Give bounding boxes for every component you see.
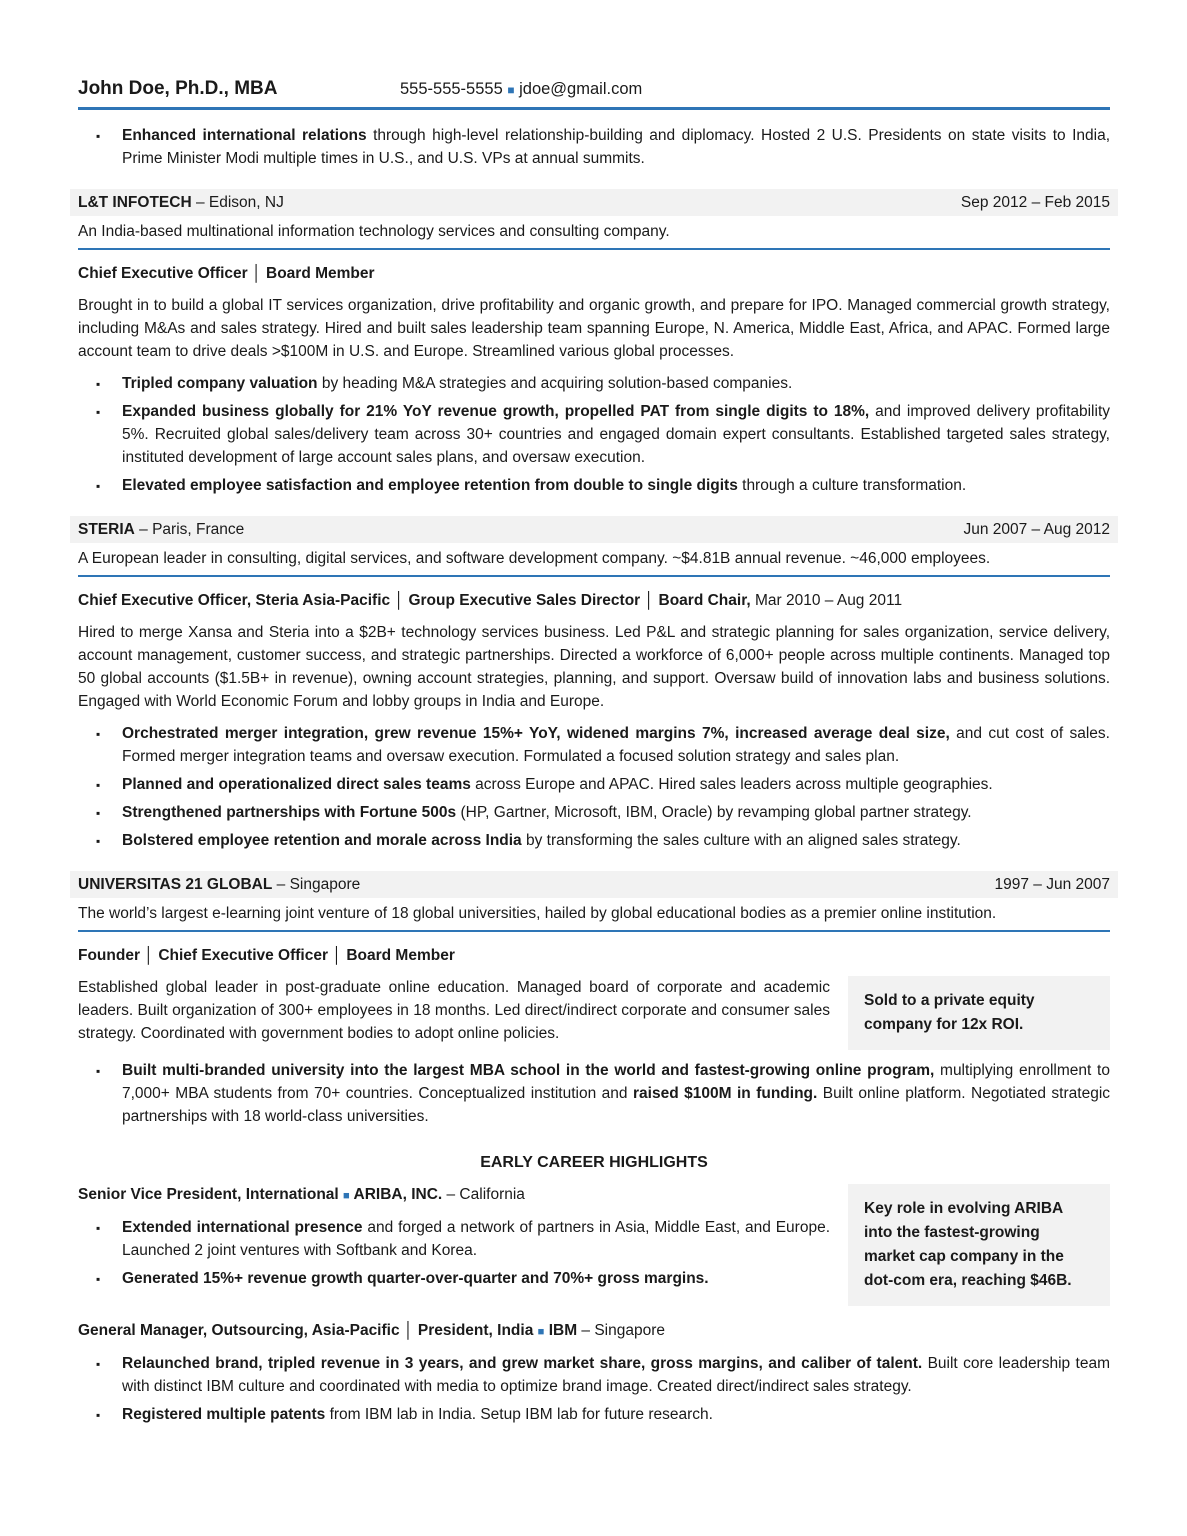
company-section-universitas-21-global bbox=[78, 871, 1110, 1128]
bullet-icon: ▪ bbox=[96, 834, 101, 848]
company-dates: Sep 2012 – Feb 2015 bbox=[960, 194, 1110, 211]
company-location: – Singapore bbox=[272, 876, 361, 893]
bullet-icon: ▪ bbox=[96, 129, 101, 143]
entry-title: Senior Vice President, International ■ ARIBA, INC. – California bbox=[78, 1186, 525, 1203]
role-title: Chief Executive Officer │ Board Member bbox=[78, 265, 375, 282]
callout-box-roi: Sold to a private equity company for 12x ROI. bbox=[848, 976, 1110, 1050]
bullet-text: Orchestrated merger integration, grew revenue 15%+ YoY, widened margins 7%, increased average deal size, and cut cost of sales. Formed merger integration teams and oversaw execution. Formulated a focused solution strategy and sales plan. bbox=[122, 725, 1110, 765]
company-name: STERIA bbox=[78, 521, 135, 538]
early-entry-ariba bbox=[78, 1184, 1110, 1306]
bullet-icon: ▪ bbox=[96, 778, 101, 792]
bullet-text: Enhanced international relations through high-level relationship-building and diplomacy. Hosted 2 U.S. Presidents on state visits to India, Prime Minister Modi multiple times in U.S., and U.S. VPs at annual summits. bbox=[122, 127, 1111, 167]
person-name: John Doe, Ph.D., MBA bbox=[78, 78, 278, 99]
company-description: An India-based multinational information technology services and consulting company. bbox=[78, 221, 1110, 250]
bullet-text: Bolstered employee retention and morale across India by transforming the sales culture with an aligned sales strategy. bbox=[122, 832, 961, 849]
company-location: – Edison, NJ bbox=[191, 194, 284, 211]
early-career-heading: EARLY CAREER HIGHLIGHTS bbox=[480, 1154, 708, 1171]
bullet-icon: ▪ bbox=[96, 1357, 101, 1371]
bullet-icon: ▪ bbox=[96, 479, 101, 493]
entry-bullet-list bbox=[78, 1216, 830, 1290]
company-section-steria bbox=[78, 516, 1110, 852]
company-header-band bbox=[70, 516, 1118, 543]
bullet-text: Planned and operationalized direct sales teams across Europe and APAC. Hired sales leaders across multiple geographies. bbox=[122, 776, 993, 793]
entry-bullet-list bbox=[78, 1352, 1110, 1426]
bullet-text: Tripled company valuation by heading M&A strategies and acquiring solution-based companies. bbox=[122, 375, 793, 392]
bullet-item bbox=[78, 372, 1110, 395]
bullet-icon: ▪ bbox=[96, 1272, 101, 1286]
company-description: The world’s largest e-learning joint venture of 18 global universities, hailed by global educational bodies as a premier online institution. bbox=[78, 903, 1110, 932]
early-entry-main bbox=[78, 1184, 830, 1306]
bullet-icon: ▪ bbox=[96, 1064, 101, 1078]
bullet-icon: ▪ bbox=[96, 405, 101, 419]
entry-title: General Manager, Outsourcing, Asia-Pacific │ President, India ■ IBM – Singapore bbox=[78, 1322, 666, 1339]
role-summary: Brought in to build a global IT services organization, drive profitability and organic growth, and prepare for IPO. Managed commercial growth strategy, including M&As and sales strategy. Hired and built sales leadership team spanning Europe, N. America, Middle East, Africa, and APAC. Formed large account team to drive deals >$100M in U.S. and Europe. Streamlined various global processes. bbox=[78, 297, 1110, 360]
company-name-location bbox=[78, 192, 284, 213]
bullet-item bbox=[78, 1352, 1110, 1398]
company-name: L&T INFOTECH bbox=[78, 194, 192, 211]
bullet-icon: ▪ bbox=[96, 1221, 101, 1235]
summary-with-callout bbox=[78, 976, 1110, 1050]
bullet-text: Generated 15%+ revenue growth quarter-over-quarter and 70%+ gross margins. bbox=[122, 1270, 709, 1287]
role-title: Founder │ Chief Executive Officer │ Board Member bbox=[78, 947, 455, 964]
continued-bullet-list bbox=[78, 124, 1110, 170]
page-header bbox=[78, 78, 1110, 110]
bullet-text: Relaunched brand, tripled revenue in 3 years, and grew market share, gross margins, and caliber of talent. Built core leadership team with distinct IBM culture and coordinated with media to optimize brand image. Created direct/indirect sales strategy. bbox=[122, 1355, 1110, 1395]
bullet-item bbox=[78, 829, 1110, 852]
bullet-item bbox=[78, 722, 1110, 768]
bullet-item bbox=[78, 124, 1110, 170]
bullet-text: Elevated employee satisfaction and employee retention from double to single digits through a culture transformation. bbox=[122, 477, 967, 494]
bullet-item bbox=[78, 773, 1110, 796]
company-name-location bbox=[78, 519, 244, 540]
bullet-icon: ▪ bbox=[96, 1408, 101, 1422]
company-section-lt-infotech bbox=[78, 189, 1110, 497]
company-header-band bbox=[70, 189, 1118, 216]
bullet-icon: ▪ bbox=[96, 377, 101, 391]
bullet-item bbox=[78, 400, 1110, 469]
role-summary: Established global leader in post-graduate online education. Managed board of corporate and academic leaders. Built organization of 300+ employees in 18 months. Led direct/indirect corporate and consumer sales strategy. Coordinated with government bodies to adopt online policies. bbox=[78, 979, 830, 1042]
bullet-item bbox=[78, 1267, 830, 1290]
bullet-item bbox=[78, 801, 1110, 824]
bullet-text: Registered multiple patents from IBM lab in India. Setup IBM lab for future research. bbox=[122, 1406, 713, 1423]
bullet-text: Strengthened partnerships with Fortune 500s (HP, Gartner, Microsoft, IBM, Oracle) by revamping global partner strategy. bbox=[122, 804, 972, 821]
bullet-icon: ▪ bbox=[96, 727, 101, 741]
company-name: UNIVERSITAS 21 GLOBAL bbox=[78, 876, 273, 893]
company-name-location bbox=[78, 874, 360, 895]
bullet-item bbox=[78, 474, 1110, 497]
bullet-text: Built multi-branded university into the largest MBA school in the world and fastest-growing online program, multiplying enrollment to 7,000+ MBA students from 70+ countries. Conceptualized institution and raised $100M in funding. Built online platform. Negotiated strategic partnerships with 18 world-class universities. bbox=[122, 1062, 1111, 1125]
role-summary: Hired to merge Xansa and Steria into a $2B+ technology services business. Led P&L and strategic planning for sales organization, service delivery, account management, customer success, and strategic partnerships. Directed a workforce of 6,000+ people across multiple continents. Managed top 50 global accounts ($1.5B+ in revenue), owning account strategies, planning, and support. Oversaw build of innovation labs and business solutions. Engaged with World Economic Forum and lobby groups in India and Europe. bbox=[78, 624, 1110, 710]
company-dates: Jun 2007 – Aug 2012 bbox=[963, 521, 1110, 538]
role-bullet-list bbox=[78, 1059, 1110, 1128]
role-bullet-list bbox=[78, 722, 1110, 852]
early-entry-ibm bbox=[78, 1320, 1110, 1426]
bullet-text: Extended international presence and forged a network of partners in Asia, Middle East, and Europe. Launched 2 joint ventures with Softbank and Korea. bbox=[122, 1219, 830, 1259]
callout-box-ariba: Key role in evolving ARIBA into the fastest-growing market cap company in the dot-com era, reaching $46B. bbox=[848, 1184, 1110, 1306]
bullet-text: Expanded business globally for 21% YoY revenue growth, propelled PAT from single digits to 18%, and improved delivery profitability 5%. Recruited global sales/delivery team across 30+ countries and engaged domain expert consultants. Established targeted sales strategy, instituted development of large account sales plans, and oversaw execution. bbox=[122, 403, 1111, 466]
contact-line: 555-555-5555 ■ jdoe@gmail.com bbox=[400, 80, 643, 98]
bullet-item bbox=[78, 1403, 1110, 1426]
company-header-band bbox=[70, 871, 1118, 898]
bullet-item bbox=[78, 1059, 1110, 1128]
role-bullet-list bbox=[78, 372, 1110, 497]
company-location: – Paris, France bbox=[134, 521, 245, 538]
company-dates: 1997 – Jun 2007 bbox=[994, 876, 1110, 893]
bullet-item bbox=[78, 1216, 830, 1262]
bullet-icon: ▪ bbox=[96, 806, 101, 820]
company-description: A European leader in consulting, digital services, and software development company. ~$4.81B annual revenue. ~46,000 employees. bbox=[78, 548, 1110, 577]
role-title: Chief Executive Officer, Steria Asia-Pacific │ Group Executive Sales Director │ Board Chair, Mar 2010 – Aug 2011 bbox=[78, 592, 903, 609]
